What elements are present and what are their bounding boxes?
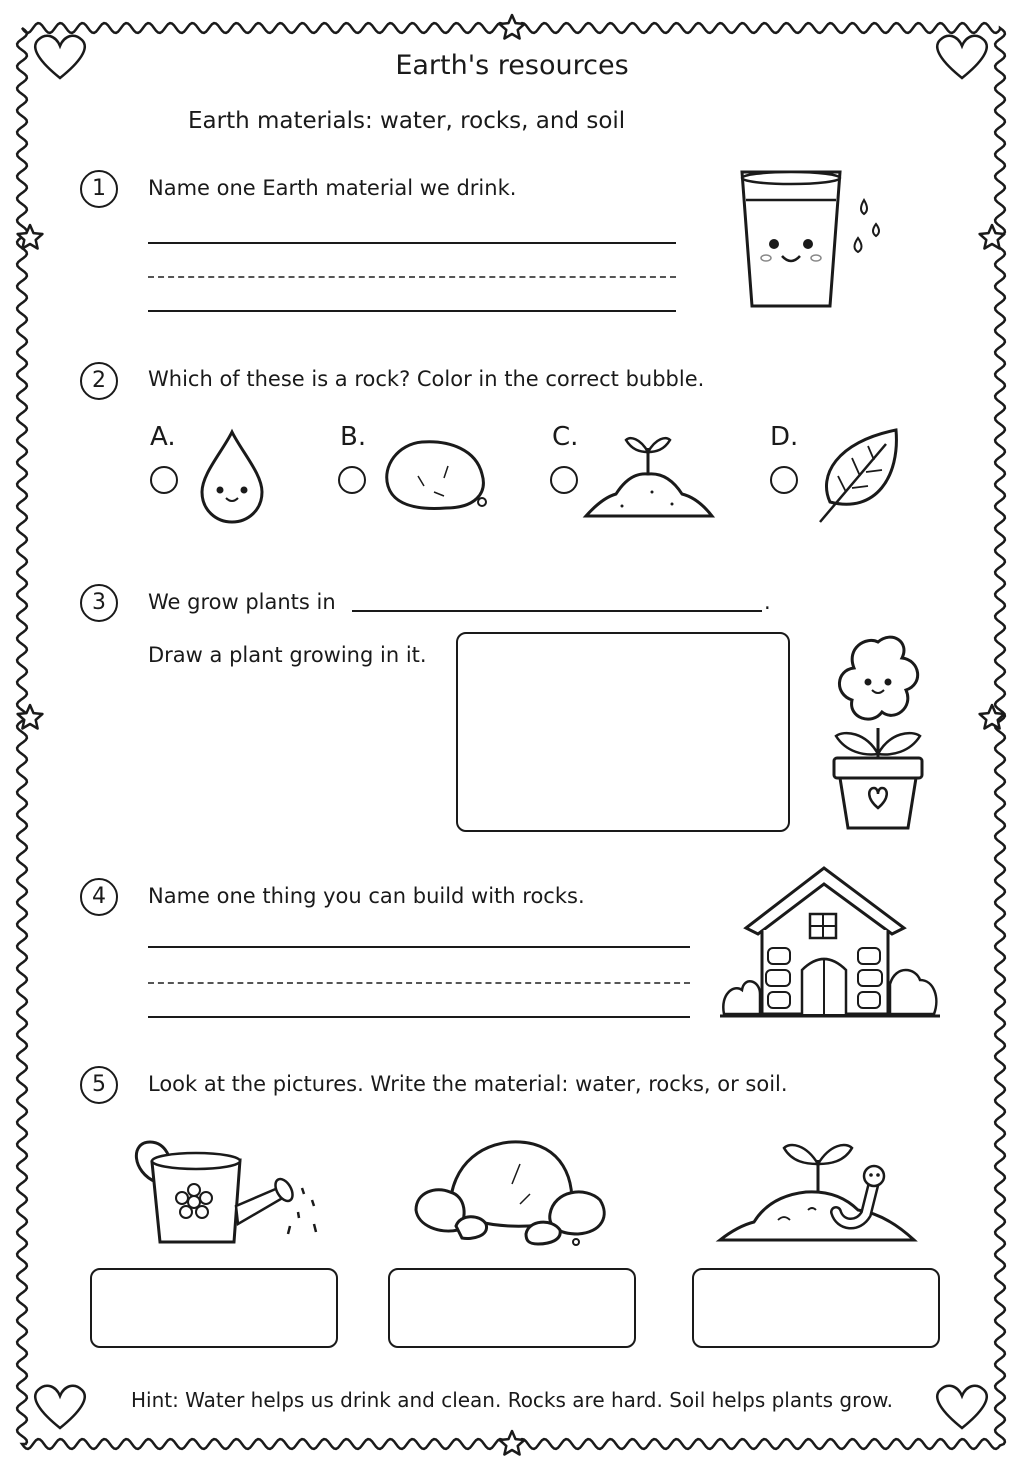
rock-icon	[378, 436, 492, 514]
watering-can-icon	[130, 1132, 330, 1252]
question-3-period: .	[764, 590, 771, 614]
question-2-text: Which of these is a rock? Color in the correct bubble.	[148, 367, 705, 391]
option-b-bubble[interactable]	[338, 466, 366, 494]
soil-worm-sprout-icon	[718, 1130, 918, 1246]
hint-text: Hint: Water helps us drink and clean. Rocks are hard. Soil helps plants grow.	[130, 1388, 894, 1412]
question-3-text: We grow plants in	[148, 590, 336, 614]
draw-prompt: Draw a plant growing in it.	[148, 643, 427, 667]
option-d-bubble[interactable]	[770, 466, 798, 494]
answer-guide-line-1	[148, 276, 676, 278]
answer-box-watering-can[interactable]	[90, 1268, 338, 1348]
option-c-letter: C.	[552, 422, 579, 452]
answer-line-4b[interactable]	[148, 1016, 690, 1018]
stone-house-icon	[720, 864, 942, 1020]
answer-guide-line-4	[148, 982, 690, 984]
star-icon	[980, 705, 1005, 729]
leaf-icon	[816, 426, 906, 526]
answer-line-1b[interactable]	[148, 310, 676, 312]
answer-line-3[interactable]	[352, 610, 762, 612]
question-4-number: 4	[80, 878, 118, 916]
answer-line-1a[interactable]	[148, 242, 676, 244]
drawing-box[interactable]	[456, 632, 790, 832]
page-title: Earth's resources	[395, 50, 629, 81]
option-a-bubble[interactable]	[150, 466, 178, 494]
option-a-letter: A.	[150, 422, 176, 452]
star-icon	[500, 15, 525, 39]
potted-flower-icon	[826, 632, 930, 832]
rock-pile-icon	[410, 1134, 610, 1250]
star-icon	[980, 225, 1005, 249]
question-1-text: Name one Earth material we drink.	[148, 176, 517, 200]
question-2-number: 2	[80, 362, 118, 400]
question-5-number: 5	[80, 1066, 118, 1104]
water-glass-icon	[730, 160, 900, 320]
answer-box-soil[interactable]	[692, 1268, 940, 1348]
answer-box-rocks[interactable]	[388, 1268, 636, 1348]
answer-line-4a[interactable]	[148, 946, 690, 948]
soil-sprout-icon	[582, 428, 716, 522]
option-d-letter: D.	[770, 422, 799, 452]
question-3-number: 3	[80, 584, 118, 622]
question-5-text: Look at the pictures. Write the material: water, rocks, or soil.	[148, 1072, 788, 1096]
option-b-letter: B.	[340, 422, 367, 452]
star-icon	[18, 225, 43, 249]
option-c-bubble[interactable]	[550, 466, 578, 494]
question-1-number: 1	[80, 170, 118, 208]
water-drop-icon	[196, 428, 270, 526]
question-4-text: Name one thing you can build with rocks.	[148, 884, 585, 908]
star-icon	[500, 1431, 525, 1455]
page-subtitle: Earth materials: water, rocks, and soil	[188, 108, 626, 134]
